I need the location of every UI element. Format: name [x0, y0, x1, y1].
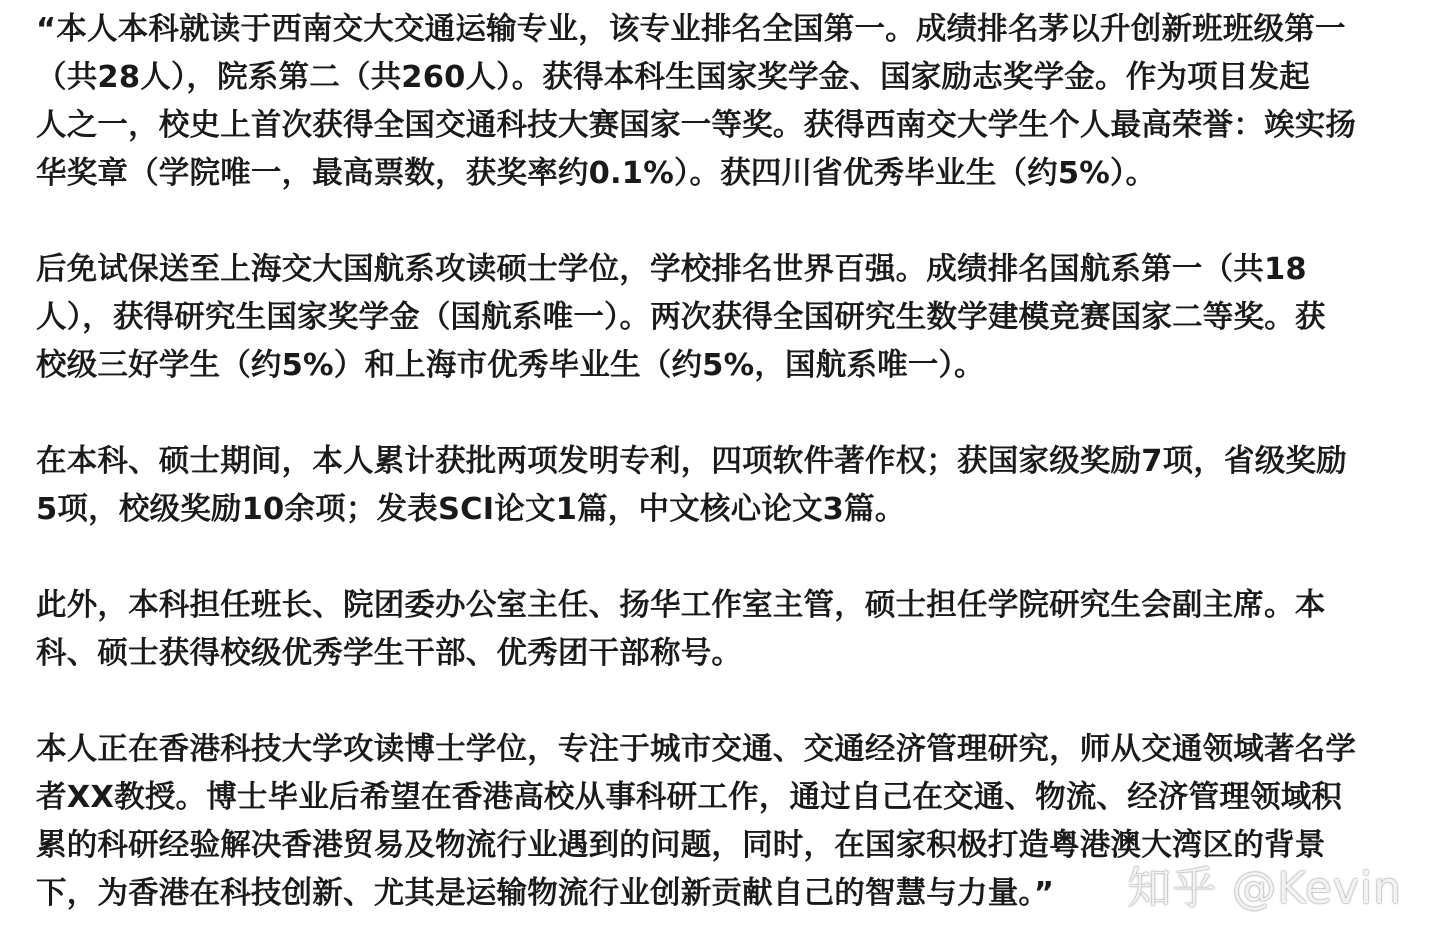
paragraph-masters: 后免试保送至上海交大国航系攻读硕士学位，学校排名世界百强。成绩排名国航系第一（共18 人），获得研究生国家奖学金（国航系唯一）。两次获得全国研究生数学建模竞赛国家二等奖。获 校级三好学生（约5%）和上海市优秀毕业生（约5%，国航系唯一）。 — [36, 252, 1326, 383]
paragraph-leadership: 此外，本科担任班长、院团委办公室主任、扬华工作室主管，硕士担任学院研究生会副主席。本 科、硕士获得校级优秀学生干部、优秀团干部称号。 — [36, 588, 1326, 671]
zhihu-watermark: 知乎 @Kevin — [1127, 863, 1402, 914]
paragraph-patents-awards: 在本科、硕士期间，本人累计获批两项发明专利，四项软件著作权；获国家级奖励7项，省级奖励 5项，校级奖励10余项；发表SCI论文1篇，中文核心论文3篇。 — [36, 444, 1347, 527]
paragraph-undergraduate: “本人本科就读于西南交大交通运输专业，该专业排名全国第一。成绩排名茅以升创新班班级第一 （共28人），院系第二（共260人）。获得本科生国家奖学金、国家励志奖学金。作为项目发起 人之一，校史上首次获得全国交通科技大赛国家一等奖。获得西南交大学生个人最高荣誉：竢实扬 华奖章（学院唯一，最高票数，获奖率约0.1%）。获四川省优秀毕业生（约5%）。 — [36, 12, 1357, 191]
paragraph-phd-plans: 本人正在香港科技大学攻读博士学位，专注于城市交通、交通经济管理研究，师从交通领域著名学 者XX教授。博士毕业后希望在香港高校从事科研工作，通过自己在交通、物流、经济管理领域积 累的科研经验解决香港贸易及物流行业遇到的问题，同时，在国家积极打造粤港澳大湾区的背景 下，为香港在科技创新、尤其是运输物流行业创新贡献自己的智慧与力量。” — [36, 732, 1357, 911]
document-body — [36, 6, 1420, 918]
